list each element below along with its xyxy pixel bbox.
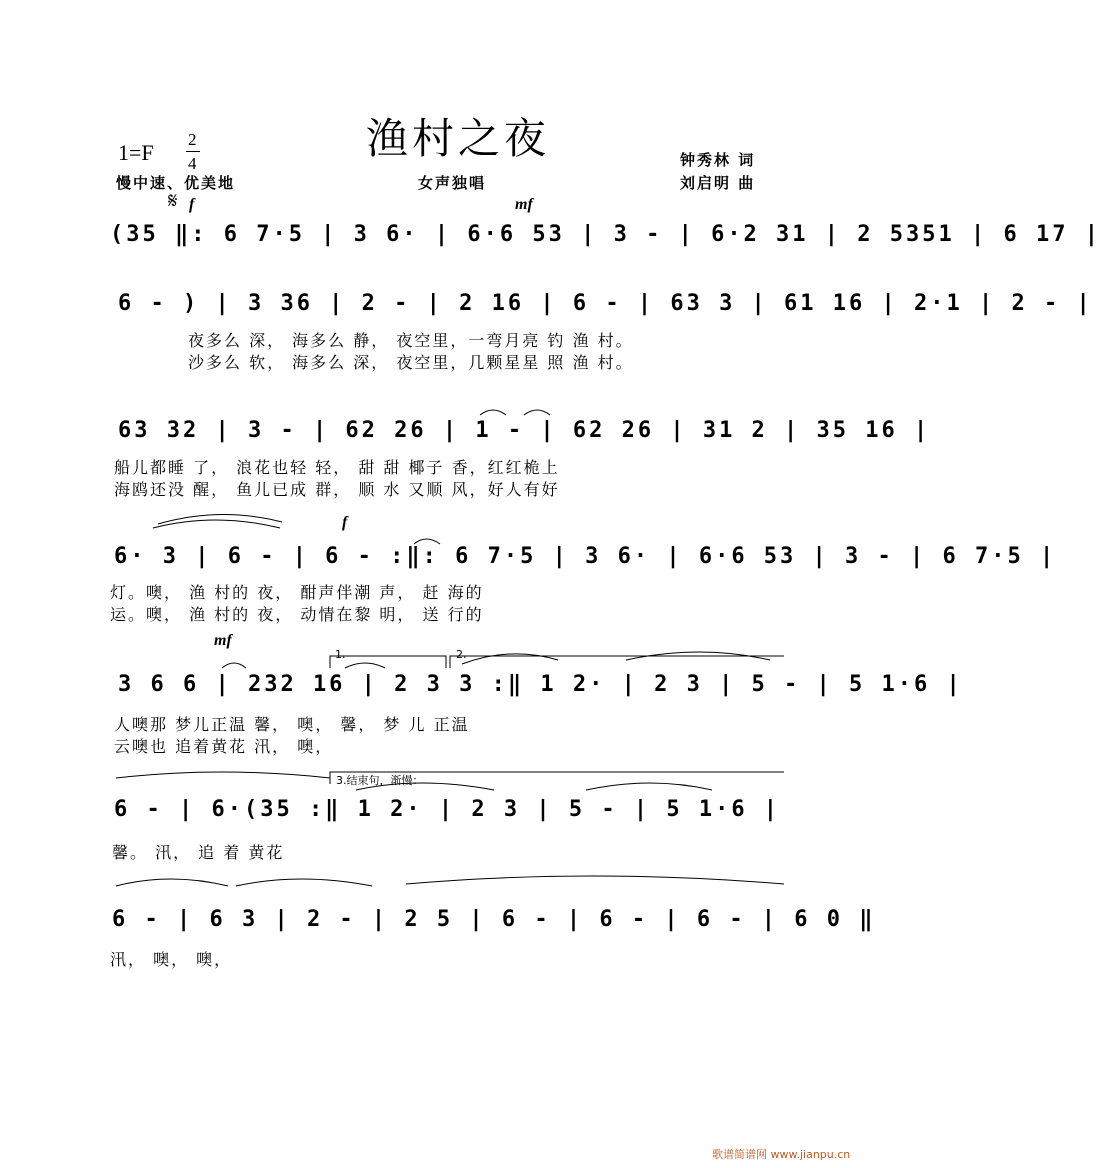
slur-row6-b (356, 783, 494, 790)
slur-row6-a (116, 772, 330, 778)
volta-first: 1. (335, 648, 346, 661)
score-row-7: 6 - | 6 3 | 2 - | 2 5 | 6 - | 6 - | 6 - | 6 0 ‖ (112, 907, 876, 932)
segno-icon: 𝄋 (168, 189, 178, 214)
lyrics-row-3-verse-2: 海鸥还没 醒， 鱼儿已成 群， 顺 水 又顺 风，好人有好 (114, 480, 560, 499)
volta-third: 3.结束句，渐慢： (336, 774, 424, 787)
score-row-2: 6 - ) | 3 36 | 2 - | 2 16 | 6 - | 63 3 | 61 16 | 2·1 | 2 - | (118, 291, 1093, 316)
composer-credit: 刘启明 曲 (680, 174, 756, 192)
dynamic-forte-1: f (189, 196, 195, 213)
volta-bracket-second (450, 656, 784, 668)
slur-row5-a (222, 663, 246, 668)
lyrics-row-2-verse-2: 沙多么 软， 海多么 深， 夜空里，几颗星星 照 渔 村。 (188, 353, 634, 372)
volta-bracket-first (330, 656, 446, 668)
score-row-6: 6 - | 6·(35 :‖ 1 2· | 2 3 | 5 - | 5 1·6 | (114, 797, 781, 822)
lyricist-credit: 钟秀林 词 (680, 151, 756, 169)
slur-row3-b (524, 410, 550, 415)
time-signature-bottom: 4 (188, 154, 197, 173)
lyrics-row-4-verse-2: 运。噢， 渔 村的 夜， 动情在黎 明， 送 行的 (110, 605, 484, 624)
score-row-1: (35 ‖: 6 7·5 | 3 6· | 6·6 53 | 3 - | 6·2 31 | 2 5351 | 6 17 | (110, 222, 1101, 247)
volta-second: 2. (456, 648, 467, 661)
slur-row4-a (153, 520, 280, 528)
slur-row7-c (406, 876, 784, 884)
slur-row7-a (116, 879, 228, 886)
slur-row6-c (586, 783, 712, 790)
lyrics-row-3-verse-1: 船儿都睡 了， 浪花也轻 轻， 甜 甜 椰子 香，红红桅上 (114, 458, 560, 477)
lyrics-row-4-verse-1: 灯。噢， 渔 村的 夜， 酣声伴潮 声， 赶 海的 (110, 583, 484, 602)
dynamic-mezzo-forte-1: mf (515, 196, 533, 213)
lyrics-row-2-verse-1: 夜多么 深， 海多么 静， 夜空里，一弯月亮 钓 渔 村。 (188, 331, 634, 350)
slur-row4-b (158, 514, 282, 524)
score-row-4: 6· 3 | 6 - | 6 - :‖: 6 7·5 | 3 6· | 6·6 53 | 3 - | 6 7·5 | (114, 544, 1057, 569)
volta-bracket-third (330, 772, 784, 784)
key-signature: 1=F (118, 140, 154, 165)
slur-row3-a (480, 410, 506, 415)
lyrics-row-5-verse-1: 人噢那 梦儿正温 馨， 噢， 馨， 梦 儿 正温 (114, 715, 470, 734)
watermark: 歌谱简谱网 www.jianpu.cn (712, 1148, 851, 1161)
song-title: 渔村之夜 (366, 114, 551, 163)
dynamic-mezzo-forte-2: mf (214, 632, 232, 649)
tempo-marking: 慢中速、优美地 (116, 174, 236, 192)
lyrics-row-7-verse-1: 汛， 噢， 噢， (110, 950, 233, 969)
lyrics-row-6-verse-1: 馨。 汛， 追 着 黄花 (112, 843, 285, 862)
slur-row5-b (345, 663, 385, 668)
score-row-3: 63 32 | 3 - | 62 26 | 1 - | 62 26 | 31 2 | 35 16 | (118, 418, 931, 443)
performance-note: 女声独唱 (418, 174, 487, 192)
dynamic-forte-2: f (342, 514, 348, 531)
slur-row7-b (236, 879, 372, 886)
time-signature-top: 2 (188, 130, 197, 149)
slur-row4-c (414, 539, 440, 544)
lyrics-row-5-verse-2: 云噢也 追着黄花 汛， 噢， (114, 737, 334, 756)
score-row-5: 3 6 6 | 232 16 | 2 3 3 :‖ 1 2· | 2 3 | 5 - | 5 1·6 | (118, 672, 963, 697)
slur-row5-c (462, 654, 558, 664)
